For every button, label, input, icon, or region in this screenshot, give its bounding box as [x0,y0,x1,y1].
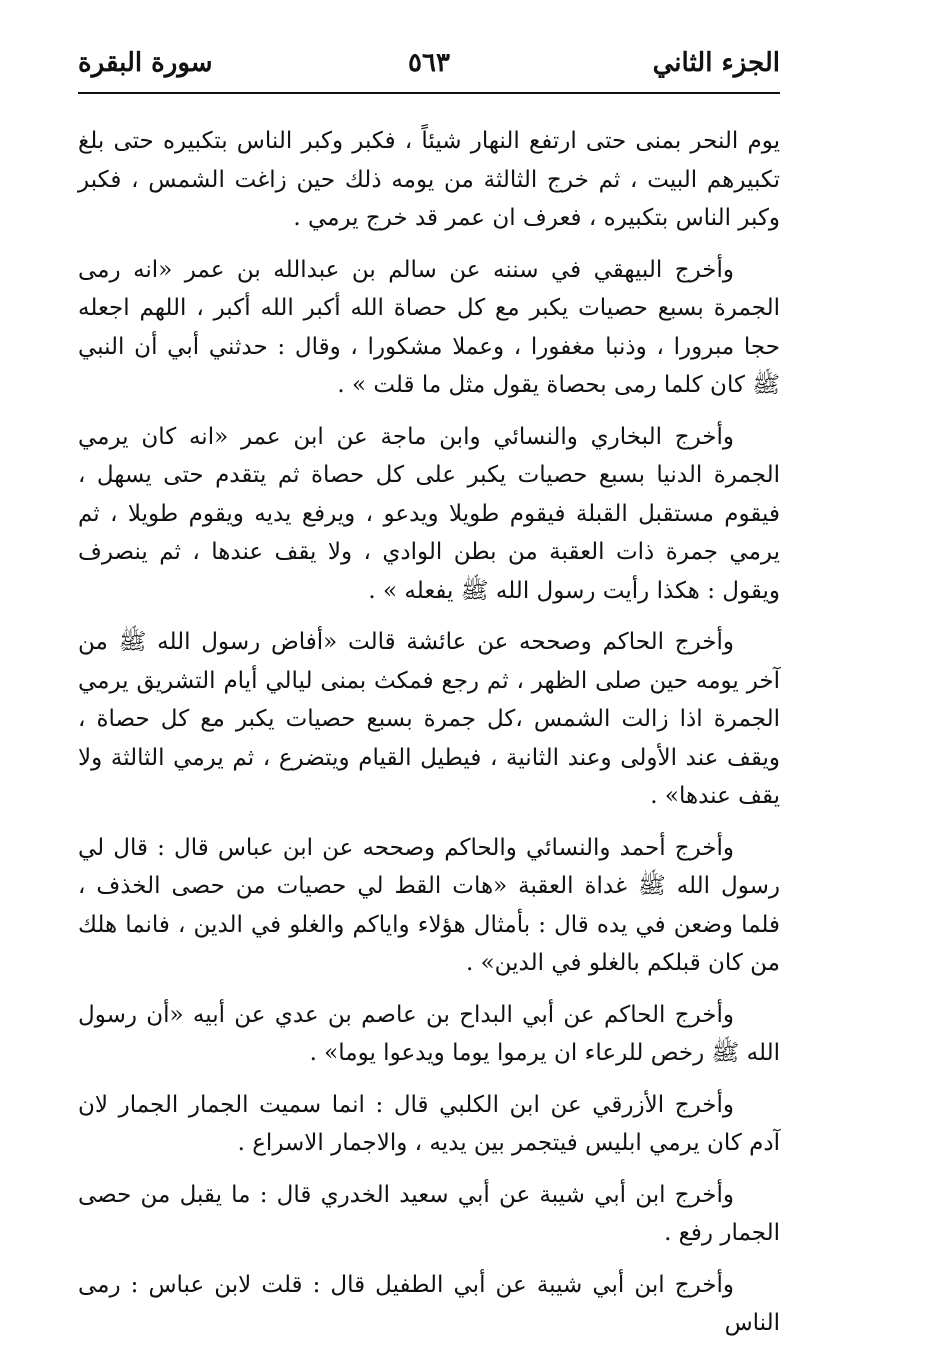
page-body [78,122,780,1336]
chapter-title: الجزء الثاني [652,48,780,78]
paragraph: وأخرج الحاكم عن أبي البداح بن عاصم بن عدي عن أبيه «أن رسول الله ﷺ رخص للرعاء ان يرموا يوما ويدعوا يوما» . [78,1001,780,1066]
page-number: ٥٦٣ [408,48,450,78]
paragraph: وأخرج الحاكم وصححه عن عائشة قالت «أفاض رسول الله ﷺ من آخر يومه حين صلى الظهر ، ثم رجع فمكث بمنى ليالي أيام التشريق يرمي الجمرة اذا زالت الشمس ،كل جمرة بسبع حصيات يكبر مع كل حصاة ، ويقف عند الأولى وعند الثانية ، فيطيل القيام ويتضرع ، ثم يرمي الثالثة ولا يقف عندها» . [78,629,780,809]
paragraph: وأخرج الأزرقي عن ابن الكلبي قال : انما سميت الجمار الجمار لان آدم كان يرمي ابليس فيتجمر بين يديه ، والاجمار الاسراع . [78,1091,780,1156]
paragraph: وأخرج ابن أبي شيبة عن أبي الطفيل قال : قلت لابن عباس : رمى الناس [78,1271,780,1336]
surah-title: سورة البقرة [78,48,213,78]
paragraph: وأخرج ابن أبي شيبة عن أبي سعيد الخدري قال : ما يقبل من حصى الجمار رفع . [78,1181,780,1246]
paragraph: وأخرج البيهقي في سننه عن سالم بن عبدالله بن عمر «انه رمى الجمرة بسبع حصيات يكبر مع كل حصاة الله أكبر الله أكبر ، اللهم اجعله حجا مبرورا ، وذنبا مغفورا ، وعملا مشكورا ، وقال : حدثني أبي أن النبي ﷺ كان كلما رمى بحصاة يقول مثل ما قلت » . [78,256,780,398]
header-rule [78,92,780,94]
paragraph: وأخرج البخاري والنسائي وابن ماجة عن ابن عمر «انه كان يرمي الجمرة الدنيا بسبع حصيات يكبر على كل حصاة ثم يتقدم حتى يسهل ، فيقوم مستقبل القبلة فيقوم طويلا ويدعو ، ويرفع يديه ويقوم طويلا ، ثم يرمي جمرة ذات العقبة من بطن الوادي ، ولا يقف عندها ، ثم ينصرف ويقول : هكذا رأيت رسول الله ﷺ يفعله » . [78,423,780,604]
page-header [78,44,780,94]
paragraph: وأخرج أحمد والنسائي والحاكم وصححه عن ابن عباس قال : قال لي رسول الله ﷺ غداة العقبة «هات القط لي حصيات من حصى الخذف ، فلما وضعن في يده قال : بأمثال هؤلاء واياكم والغلو في الدين ، فانما هلك من كان قبلكم بالغلو في الدين» . [78,834,780,976]
paragraph: يوم النحر بمنى حتى ارتفع النهار شيئاً ، فكبر وكبر الناس بتكبيره حتى بلغ تكبيرهم البيت ، ثم خرج الثالثة من يومه ذلك حين زاغت الشمس ، فكبر وكبر الناس بتكبيره ، فعرف ان عمر قد خرج يرمي . [78,128,780,231]
